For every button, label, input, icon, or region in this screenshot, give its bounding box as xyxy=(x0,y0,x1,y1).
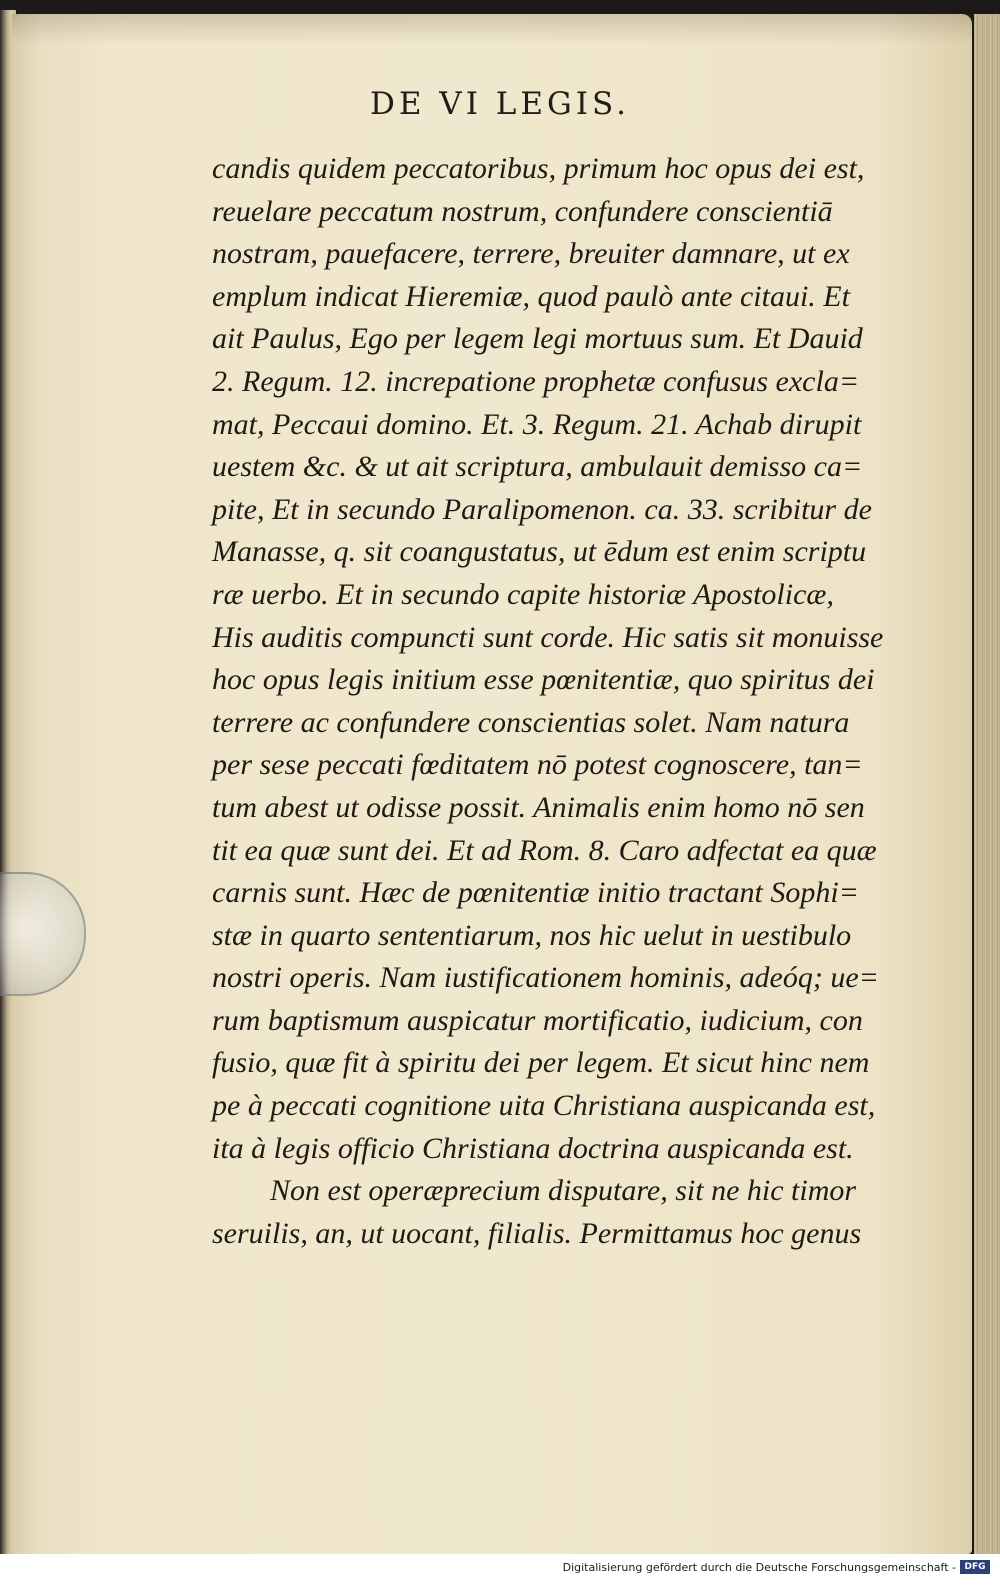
text-line: reuelare peccatum nostrum, confundere conscientiā xyxy=(212,194,833,228)
text-line: ræ uerbo. Et in secundo capite historiæ Apostolicæ, xyxy=(212,577,834,611)
text-line: pe à peccati cognitione uita Christiana auspicanda est, xyxy=(212,1089,876,1123)
text-line: Manasse, q. sit coangustatus, ut ēdum est enim scriptu xyxy=(212,535,867,569)
text-line: uestem &c. & ut ait scriptura, ambulauit demisso ca= xyxy=(212,450,863,484)
text-line: per sese peccati fœditatem nō potest cognoscere, tan= xyxy=(212,748,863,782)
page-shadow xyxy=(12,14,972,44)
funding-credit: Digitalisierung gefördert durch die Deutsche Forschungsgemeinschaft - xyxy=(562,1561,956,1574)
dfg-logo: DFG xyxy=(960,1560,990,1574)
body-text xyxy=(212,148,912,1255)
text-line: stæ in quarto sententiarum, nos hic uelut in uestibulo xyxy=(212,918,852,952)
text-line: tum abest ut odisse possit. Animalis enim homo nō sen xyxy=(212,790,865,824)
text-line: nostram, pauefacere, terrere, breuiter damnare, ut ex xyxy=(212,237,850,271)
text-line: tit ea quæ sunt dei. Et ad Rom. 8. Caro adfectat ea quæ xyxy=(212,833,877,867)
page-edges-right xyxy=(974,14,1000,1554)
running-head: DE VI LEGIS. xyxy=(369,86,631,122)
text-line: ita à legis officio Christiana doctrina auspicanda est. xyxy=(212,1131,854,1165)
text-line: 2. Regum. 12. increpatione prophetæ confusus excla= xyxy=(212,364,860,398)
digitization-footer xyxy=(0,1554,1000,1587)
text-line: His auditis compuncti sunt corde. Hic satis sit monuisse xyxy=(212,620,884,654)
text-line: fusio, quæ fit à spiritu dei per legem. Et sicut hinc nem xyxy=(212,1046,870,1080)
text-line: carnis sunt. Hæc de pœnitentiæ initio tractant Sophi= xyxy=(212,876,859,910)
text-line: candis quidem peccatoribus, primum hoc opus dei est, xyxy=(212,152,865,185)
text-line-paragraph-start: Non est operæprecium disputare, sit ne hic timor xyxy=(270,1174,857,1208)
text-line: emplum indicat Hieremiæ, quod paulò ante citaui. Et xyxy=(212,279,850,313)
text-line: nostri operis. Nam iustificationem hominis, adeóq; ue= xyxy=(212,961,879,995)
text-line: mat, Peccaui domino. Et. 3. Regum. 21. Achab dirupit xyxy=(212,407,862,441)
text-line: seruilis, an, ut uocant, filialis. Permittamus hoc genus xyxy=(212,1216,862,1250)
text-line: ait Paulus, Ego per legem legi mortuus sum. Et Dauid xyxy=(212,322,863,356)
text-line: hoc opus legis initium esse pœnitentiæ, quo spiritus dei xyxy=(212,663,875,697)
text-line: rum baptismum auspicatur mortificatio, iudicium, con xyxy=(212,1003,863,1037)
text-line: terrere ac confundere conscientias solet. Nam natura xyxy=(212,705,850,739)
text-line: pite, Et in secundo Paralipomenon. ca. 33. scribitur de xyxy=(212,492,872,526)
